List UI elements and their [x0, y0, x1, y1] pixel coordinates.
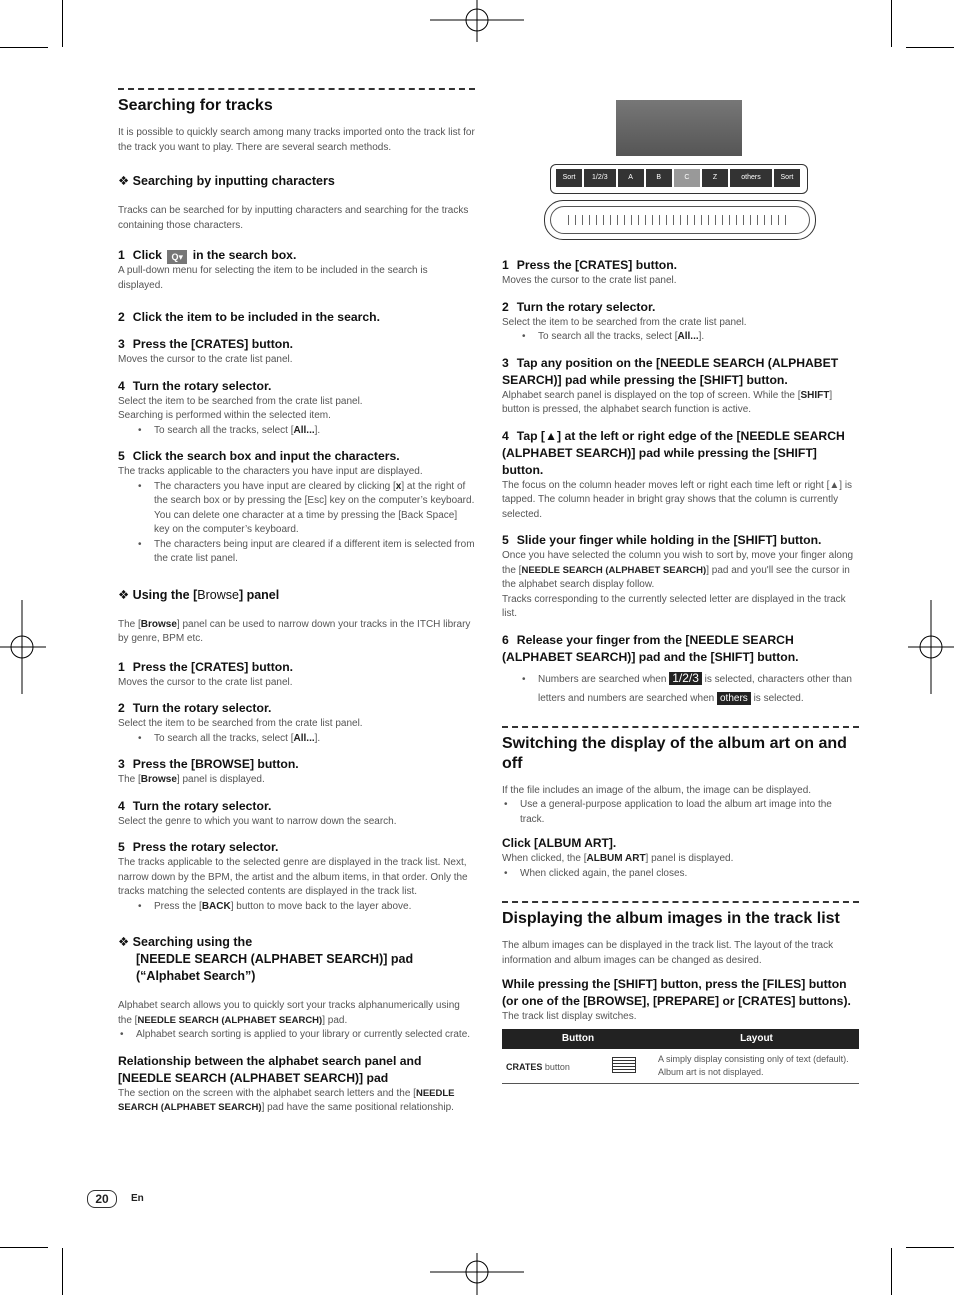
alphabet-key-row [556, 169, 800, 187]
step-body: The tracks applicable to the selected genre are displayed in the track list. Next, narrow down by the BPM, the artist and the album items, in that order. Only the tracks matching the selected contents are displayed in the track list. [118, 857, 468, 897]
album-images-step: While pressing the [SHIFT] button, press the [FILES] button (or one of the [BROWSE], [PREPARE] or [CRATES] buttons). [502, 977, 851, 1008]
key-sort-right: Sort [774, 169, 800, 187]
registration-mark [906, 600, 954, 694]
section-title-album-art: Switching the display of the album art on and off [502, 734, 847, 772]
list-layout-icon [612, 1057, 636, 1073]
step-body: The focus on the column header moves left or right each time left or right [▲] is tapped. The column header in bright gray shows that the column is currently selected. [502, 479, 853, 520]
step-3: 3 Press the [CRATES] button. [118, 337, 294, 351]
alphabet-search-figure [540, 98, 820, 243]
layout-table [502, 1029, 859, 1084]
key-z: Z [702, 169, 728, 187]
key-c: C [674, 169, 700, 187]
step-body: Select the item to be searched from the crate list panel. [502, 316, 747, 328]
album-art-body: If the file includes an image of the album, the image can be displayed. [502, 784, 812, 796]
crop-mark [62, 1248, 63, 1295]
badge-123: 1/2/3 [669, 672, 702, 685]
step-body: Moves the cursor to the crate list panel. [118, 354, 293, 365]
table-row [502, 1049, 859, 1084]
relationship-title: Relationship between the alphabet search panel and [NEEDLE SEARCH (ALPHABET SEARCH)] pad [118, 1053, 422, 1085]
bullet: • When clicked again, the panel closes. [502, 867, 859, 882]
pad-inner [550, 206, 810, 234]
left-column [118, 88, 475, 1116]
screen-thumbnail [616, 100, 742, 156]
key-b: B [646, 169, 672, 187]
step-body: The [Browse] panel is displayed. [118, 774, 265, 785]
step-2: 2 Turn the rotary selector. [118, 701, 272, 715]
registration-mark [430, 1248, 524, 1295]
bullet: • Numbers are searched when 1/2/3 is selected, characters other than letters and numbers are searched when others is selected. [502, 670, 859, 708]
subheading-browse-panel: ❖ Using the [Browse] panel [118, 587, 280, 602]
step-body: Select the item to be searched from the crate list panel. [118, 395, 363, 407]
registration-mark [430, 0, 524, 50]
step-4: 4 Tap [▲] at the left or right edge of the [NEEDLE SEARCH (ALPHABET SEARCH)] pad while pressing the [SHIFT] button. [502, 428, 845, 477]
subheading-inputting-characters: ❖ Searching by inputting characters [118, 174, 335, 188]
registration-mark [0, 600, 48, 694]
crop-mark [891, 0, 892, 47]
bullet: • The characters being input are cleared if a different item is selected from the crate list panel. [118, 538, 475, 567]
step-2: 2 Click the item to be included in the search. [118, 310, 380, 324]
album-art-click-body: When clicked, the [ALBUM ART] panel is displayed. [502, 853, 734, 864]
section-divider [502, 901, 859, 903]
section-divider [118, 88, 475, 90]
step-body: Select the item to be searched from the crate list panel. [118, 718, 363, 729]
bullet: • The characters you have input are cleared by clicking [x] at the right of the search box or by pressing the [Esc] key on the computer’s keyboard. You can delete one character at a time by pressing the [Back Space] key on the computer’s keyboard. [118, 480, 475, 538]
bullet: • Press the [BACK] button to move back to the layer above. [118, 900, 475, 915]
col-header-layout: Layout [654, 1029, 859, 1049]
step-1: 1 Press the [CRATES] button. [118, 659, 294, 674]
subheading-alphabet-search: ❖ Searching using the [NEEDLE SEARCH (ALPHABET SEARCH)] pad (“Alphabet Search”) [118, 935, 414, 983]
crop-mark [0, 47, 48, 48]
cell-layout: A simply display consisting only of text (default). Album art is not displayed. [654, 1049, 859, 1084]
right-column [502, 257, 859, 1084]
click-album-art: Click [ALBUM ART]. [502, 836, 617, 850]
step-body: Select the genre to which you want to narrow down the search. [118, 815, 397, 827]
step-body: Once you have selected the column you wish to sort by, move your finger along the [NEEDLE SEARCH (ALPHABET SEARCH)] pad and you'll see the cursor in the alphabet search display follow. [502, 550, 854, 590]
table-header-row [502, 1029, 859, 1049]
page-number: 20 [87, 1190, 117, 1208]
step-3: 3 Tap any position on the [NEEDLE SEARCH (ALPHABET SEARCH)] pad while pressing the [SHIFT] button. [502, 355, 839, 387]
key-123: 1/2/3 [584, 169, 615, 187]
bullet: • Use a general-purpose application to load the album art image into the track. [502, 798, 859, 827]
section-divider [502, 726, 859, 728]
sec1-desc: Tracks can be searched for by inputting characters and searching for the tracks containing those characters. [118, 205, 469, 231]
crop-mark [906, 1247, 954, 1248]
step-5: 5 Slide your finger while holding in the [SHIFT] button. [502, 533, 822, 547]
step-3: 3 Press the [BROWSE] button. [118, 757, 299, 771]
intro-text: It is possible to quickly search among many tracks imported onto the track list for the track you want to play. There are several search methods. [118, 127, 475, 153]
col-header-button: Button [502, 1029, 654, 1049]
step-body: Searching is performed within the selected item. [118, 410, 331, 421]
step-body: Tracks corresponding to the currently selected letter are displayed in the track list. [502, 593, 846, 619]
album-images-step-body: The track list display switches. [502, 1011, 637, 1022]
bullet: • To search all the tracks, select [All...]. [502, 330, 859, 345]
step-body: Moves the cursor to the crate list panel. [118, 676, 293, 688]
relationship-body: The section on the screen with the alphabet search letters and the [NEEDLE SEARCH (ALPHABET SEARCH)] pad have the same positional relationship. [118, 1087, 455, 1113]
step-body: A pull-down menu for selecting the item to be included in the search is displayed. [118, 265, 428, 291]
key-sort-left: Sort [556, 169, 582, 187]
sec3-desc: Alphabet search allows you to quickly sort your tracks alphanumerically using the [NEEDLE SEARCH (ALPHABET SEARCH)] pad. [118, 1000, 460, 1026]
step-body: The tracks applicable to the characters you have input are displayed. [118, 466, 423, 477]
bullet: • To search all the tracks, select [All...]. [118, 732, 475, 747]
step-2: 2 Turn the rotary selector. [502, 299, 656, 314]
step-1-click-search: 1 Click Q▾ in the search box. [118, 248, 297, 262]
crop-mark [906, 47, 954, 48]
cell-button: CRATES button [502, 1049, 654, 1084]
crop-mark [891, 1248, 892, 1295]
step-body: Alphabet search panel is displayed on the top of screen. While the [SHIFT] button is pressed, the alphabet search function is active. [502, 389, 833, 415]
step-5: 5 Click the search box and input the characters. [118, 449, 400, 463]
crop-mark [0, 1247, 48, 1248]
step-5: 5 Press the rotary selector. [118, 840, 279, 854]
step-6: 6 Release your finger from the [NEEDLE SEARCH (ALPHABET SEARCH)] pad and the [SHIFT] button. [502, 632, 799, 664]
step-1: 1 Press the [CRATES] button. [502, 258, 678, 272]
sec2-desc: The [Browse] panel can be used to narrow down your tracks in the ITCH library by genre, BPM etc. [118, 618, 471, 644]
crop-mark [62, 0, 63, 47]
badge-others: others [717, 692, 751, 705]
key-a: A [618, 169, 644, 187]
language-code: En [131, 1193, 144, 1204]
step-4: 4 Turn the rotary selector. [118, 798, 272, 813]
section-title-searching: Searching for tracks [118, 97, 273, 114]
key-others: others [730, 169, 772, 187]
step-4: 4 Turn the rotary selector. [118, 378, 272, 393]
bullet: • Alphabet search sorting is applied to your library or currently selected crate. [118, 1028, 475, 1043]
album-images-body: The album images can be displayed in the track list. The layout of the track information and album images can be changed as desired. [502, 940, 834, 966]
bullet: • To search all the tracks, select [All...]. [118, 424, 475, 439]
step-body: Moves the cursor to the crate list panel. [502, 275, 677, 286]
needle-search-pad [544, 200, 816, 240]
section-title-album-images: Displaying the album images in the track list [502, 910, 840, 927]
search-icon: Q▾ [167, 250, 187, 264]
